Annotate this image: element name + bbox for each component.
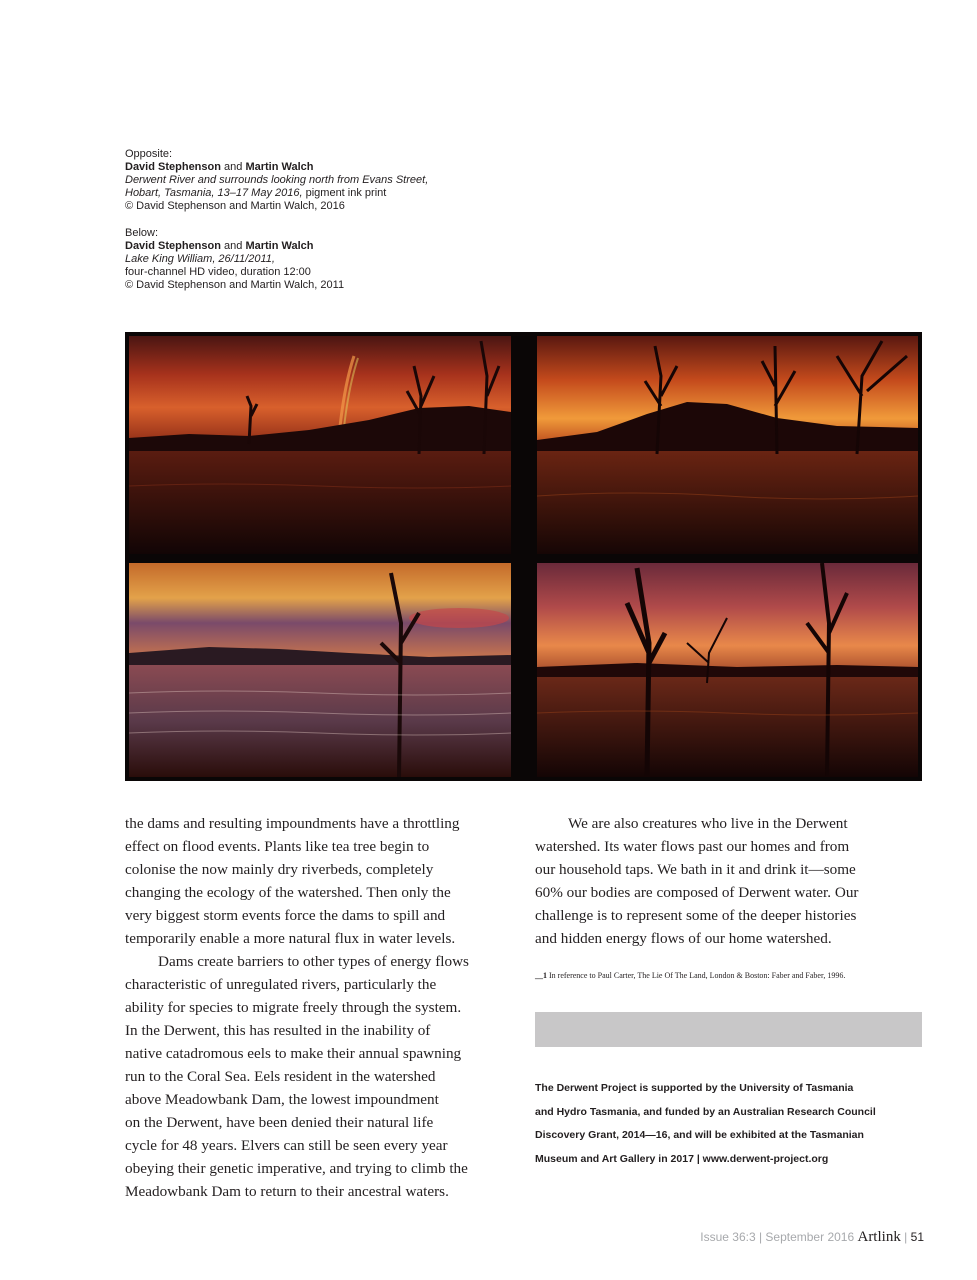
text-line: colonise the now mainly dry riverbeds, completely — [125, 861, 434, 878]
text-line: effect on flood events. Plants like tea tree begin to — [125, 838, 430, 855]
text-line: In the Derwent, this has resulted in the inability of — [125, 1022, 431, 1039]
text-line: Meadowbank Dam to return to their ancestral waters. — [125, 1183, 449, 1200]
text-line: and Hydro Tasmania, and funded by an Australian Research Council — [535, 1105, 876, 1118]
magazine-name: Artlink — [857, 1229, 901, 1245]
artist-name: David Stephenson — [125, 240, 221, 252]
caption-heading: Opposite: — [125, 148, 173, 160]
text-line: Museum and Art Gallery in 2017 | www.derwent-project.org — [535, 1152, 829, 1165]
artist-name: Martin Walch — [245, 240, 314, 252]
body-column-left — [125, 812, 495, 1203]
footnote-marker: __1 — [535, 971, 547, 980]
video-still-dead-trees — [537, 563, 918, 777]
text-line: native catadromous eels to make their annual spawning — [125, 1045, 462, 1062]
text-line: on the Derwent, have been denied their natural life — [125, 1114, 434, 1131]
caption-opposite — [125, 148, 428, 213]
paragraph — [125, 812, 495, 950]
artist-name: Martin Walch — [245, 161, 314, 173]
conjunction: and — [224, 240, 243, 252]
footnote — [535, 971, 845, 981]
text-line: 60% our bodies are composed of Derwent water. Our — [535, 884, 859, 901]
artwork-title: Lake King William, 26/11/2011, — [125, 253, 275, 265]
text-line: our household taps. We bath in it and drink it—some — [535, 861, 856, 878]
text-line: watershed. Its water flows past our homes and from — [535, 838, 850, 855]
text-line: Dams create barriers to other types of energy flows — [158, 953, 469, 970]
text-line: temporarily enable a more natural flux in water levels. — [125, 930, 456, 947]
text-line: the dams and resulting impoundments have a throttling — [125, 815, 460, 832]
video-still-lake-clouds — [129, 563, 511, 777]
paragraph — [535, 812, 921, 950]
video-still-rainbow — [129, 336, 511, 554]
page-number: 51 — [910, 1230, 924, 1244]
text-line: and hidden energy flows of our home watershed. — [535, 930, 832, 947]
video-still-sunset-trees — [537, 336, 918, 554]
grey-divider-bar — [535, 1012, 922, 1047]
text-line: The Derwent Project is supported by the University of Tasmania — [535, 1082, 854, 1094]
text-line: characteristic of unregulated rivers, particularly the — [125, 976, 437, 993]
text-line: challenge is to represent some of the deeper histories — [535, 907, 857, 924]
text-line: cycle for 48 years. Elvers can still be seen every year — [125, 1137, 448, 1154]
conjunction: and — [224, 161, 243, 173]
copyright: © David Stephenson and Martin Walch, 2016 — [125, 200, 345, 212]
text-line: very biggest storm events force the dams to spill and — [125, 907, 446, 924]
folio-separator: | — [904, 1230, 908, 1244]
caption-heading: Below: — [125, 227, 159, 239]
issue-info: Issue 36:3 | September 2016 — [700, 1230, 855, 1244]
text-line: obeying their genetic imperative, and trying to climb the — [125, 1160, 468, 1177]
text-line: changing the ecology of the watershed. Then only the — [125, 884, 451, 901]
artwork-medium: four-channel HD video, duration 12:00 — [125, 266, 311, 278]
page-folio — [700, 1229, 924, 1246]
text-line: We are also creatures who live in the Derwent — [568, 815, 848, 832]
body-column-right — [535, 812, 921, 950]
artist-name: David Stephenson — [125, 161, 221, 173]
artwork-title-cont: Hobart, Tasmania, 13–17 May 2016, — [125, 187, 303, 199]
paragraph — [125, 950, 495, 1203]
support-statement — [535, 1077, 876, 1171]
artwork-medium: pigment ink print — [305, 187, 387, 199]
artwork-title: Derwent River and surrounds looking north from Evans Street, — [125, 174, 429, 186]
text-line: ability for species to migrate freely through the system. — [125, 999, 462, 1016]
copyright: © David Stephenson and Martin Walch, 2011 — [125, 279, 345, 291]
text-line: run to the Coral Sea. Eels resident in the watershed — [125, 1068, 436, 1085]
footnote-text: In reference to Paul Carter, The Lie Of The Land, London & Boston: Faber and Faber, 1996. — [549, 971, 846, 980]
video-stills-grid — [125, 332, 922, 781]
text-line: above Meadowbank Dam, the lowest impoundment — [125, 1091, 439, 1108]
text-line: Discovery Grant, 2014—16, and will be exhibited at the Tasmanian — [535, 1129, 864, 1141]
caption-below — [125, 227, 344, 292]
